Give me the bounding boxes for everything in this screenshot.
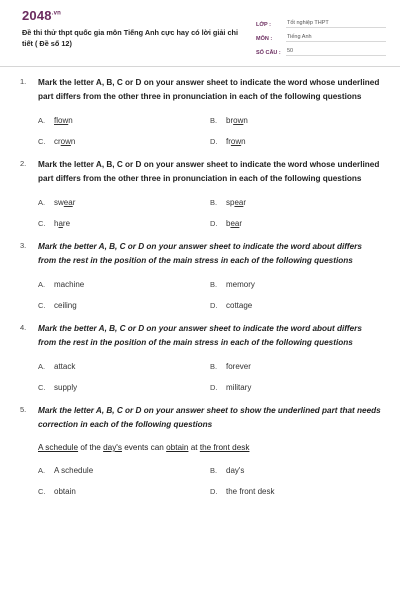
option-text-post: r <box>239 219 243 228</box>
question-number: 3. <box>20 241 27 250</box>
option-text-pre: forever <box>226 362 251 371</box>
option-text <box>54 466 93 475</box>
meta-info <box>256 14 386 66</box>
answer-option[interactable] <box>210 487 382 496</box>
option-letter: B. <box>210 362 218 371</box>
option-underlined: ea <box>63 198 73 207</box>
option-letter: B. <box>210 116 218 125</box>
option-text-pre: military <box>226 383 252 392</box>
answer-option[interactable] <box>210 362 382 371</box>
meta-label-subject: MÔN : <box>256 36 273 42</box>
question-text: Mark the better A, B, C or D on your answer sheet to indicate the word about differs from the rest in the position of the main stress in each of the following questions <box>38 324 362 347</box>
option-text <box>54 301 77 310</box>
answer-option[interactable] <box>38 219 210 228</box>
answer-option[interactable] <box>210 219 382 228</box>
sentence-text: at <box>188 443 200 452</box>
option-letter: A. <box>38 198 46 207</box>
option-text-pre: cr <box>54 137 61 146</box>
option-text <box>54 137 75 146</box>
question-header <box>20 322 382 350</box>
option-text <box>54 280 84 289</box>
option-text-post: r <box>243 198 247 207</box>
question-text: Mark the letter A, B, C or D on your answer sheet to show the underlined part that needs correction in each of the following questions <box>38 406 381 429</box>
answer-option[interactable] <box>38 362 210 371</box>
option-text <box>54 362 75 371</box>
option-text <box>226 219 242 228</box>
option-letter: B. <box>210 198 218 207</box>
question-header <box>20 240 382 268</box>
document-title: Đề thi thử thpt quốc gia môn Tiếng Anh cực hay có lời giải chi tiết ( Đề số 12) <box>22 28 239 48</box>
option-letter: B. <box>210 466 218 475</box>
sentence-text: of the <box>78 443 104 452</box>
answer-option[interactable] <box>38 383 210 392</box>
option-letter: C. <box>38 137 46 146</box>
meta-value-subject: Tiếng Anh <box>286 34 386 42</box>
question-text: Mark the letter A, B, C or D on your answer sheet to indicate the word whose underlined part differs from the other three in pronunciation in each of the following questions <box>38 160 380 183</box>
option-text-pre: obtain <box>54 487 76 496</box>
logo-suffix: .vn <box>51 10 62 17</box>
answer-options <box>38 198 382 228</box>
question-block <box>20 240 382 310</box>
answer-option[interactable] <box>210 383 382 392</box>
header-divider <box>0 66 400 67</box>
option-letter: D. <box>210 487 218 496</box>
question-sentence <box>38 442 382 454</box>
option-text <box>54 219 70 228</box>
answer-options <box>38 362 382 392</box>
option-underlined: ow <box>233 116 244 125</box>
option-text-post: r <box>72 198 76 207</box>
option-text <box>226 301 252 310</box>
option-text-post: n <box>68 116 73 125</box>
option-letter: C. <box>38 219 46 228</box>
meta-value-count: 50 <box>286 48 386 56</box>
option-letter: B. <box>210 280 218 289</box>
option-text-pre: ceiling <box>54 301 77 310</box>
answer-option[interactable] <box>38 301 210 310</box>
option-text-pre: attack <box>54 362 76 371</box>
option-underlined: ea <box>234 198 244 207</box>
option-letter: D. <box>210 137 218 146</box>
answer-option[interactable] <box>38 466 210 475</box>
option-underlined: ea <box>230 219 240 228</box>
option-underlined: ow <box>60 137 71 146</box>
option-text-pre: h <box>54 219 59 228</box>
meta-label-count: SỐ CÂU : <box>256 50 281 56</box>
question-header <box>20 404 382 432</box>
option-text-post: n <box>243 116 248 125</box>
question-block <box>20 76 382 146</box>
answer-option[interactable] <box>38 137 210 146</box>
option-underlined: a <box>58 219 63 228</box>
option-underlined: flow <box>54 116 69 125</box>
question-number: 2. <box>20 159 27 168</box>
option-text-pre: A schedule <box>54 466 94 475</box>
question-list <box>0 76 400 508</box>
option-underlined: ow <box>230 137 242 146</box>
option-text <box>226 137 246 146</box>
option-letter: D. <box>210 383 218 392</box>
option-letter: D. <box>210 219 218 228</box>
answer-option[interactable] <box>210 198 382 207</box>
option-text-pre: supply <box>54 383 78 392</box>
question-number: 1. <box>20 77 27 86</box>
option-text <box>54 383 77 392</box>
option-text <box>226 466 244 475</box>
answer-option[interactable] <box>210 301 382 310</box>
option-text-post: re <box>62 219 71 228</box>
answer-option[interactable] <box>210 116 382 125</box>
option-text-post: n <box>241 137 246 146</box>
answer-options <box>38 280 382 310</box>
option-letter: C. <box>38 487 46 496</box>
option-text-pre: memory <box>226 280 255 289</box>
option-text <box>54 487 76 496</box>
answer-options <box>38 116 382 146</box>
option-text <box>226 362 251 371</box>
option-text <box>226 280 255 289</box>
answer-options <box>38 466 382 496</box>
option-text <box>54 198 75 207</box>
option-text <box>226 116 248 125</box>
question-number: 5. <box>20 405 27 414</box>
meta-row-subject <box>256 28 386 42</box>
option-text <box>226 487 274 496</box>
header-left <box>22 8 247 66</box>
question-number: 4. <box>20 323 27 332</box>
option-text-post: n <box>70 137 76 146</box>
question-header <box>20 158 382 186</box>
answer-option[interactable] <box>38 487 210 496</box>
answer-option[interactable] <box>38 198 210 207</box>
option-text-pre: sw <box>54 198 64 207</box>
option-letter: A. <box>38 362 46 371</box>
site-logo[interactable] <box>22 8 247 23</box>
question-header <box>20 76 382 104</box>
question-block <box>20 404 382 496</box>
option-text <box>226 383 251 392</box>
option-text-pre: machine <box>54 280 85 289</box>
page-header <box>0 0 400 66</box>
answer-option[interactable] <box>38 280 210 289</box>
sentence-text: events can <box>121 443 167 452</box>
option-text-pre: cottage <box>226 301 253 310</box>
question-text: Mark the letter A, B, C or D on your answer sheet to indicate the word whose underlined part differs from the other three in pronunciation in each of the following questions <box>38 78 380 101</box>
option-letter: A. <box>38 466 46 475</box>
question-block <box>20 322 382 392</box>
question-text: Mark the better A, B, C or D on your answer sheet to indicate the word about differs from the rest in the position of the main stress in each of the following questions <box>38 242 362 265</box>
answer-option[interactable] <box>38 116 210 125</box>
option-text-pre: b <box>226 219 231 228</box>
question-block <box>20 158 382 228</box>
logo-text: 2048 <box>22 8 52 23</box>
underlined-part: obtain <box>166 443 189 452</box>
meta-row-count <box>256 42 386 56</box>
meta-value-class: Tốt nghiệp THPT <box>286 20 386 28</box>
answer-option[interactable] <box>210 137 382 146</box>
option-letter: A. <box>38 116 46 125</box>
underlined-part: A schedule <box>38 443 79 452</box>
option-text <box>54 116 73 125</box>
option-text-pre: fr <box>226 137 231 146</box>
option-text-pre: br <box>226 116 234 125</box>
option-letter: C. <box>38 301 46 310</box>
meta-label-class: LỚP : <box>256 22 271 28</box>
answer-option[interactable] <box>210 280 382 289</box>
underlined-part: the front desk <box>199 443 250 452</box>
option-letter: D. <box>210 301 218 310</box>
option-text-pre: sp <box>226 198 235 207</box>
meta-row-class <box>256 14 386 28</box>
option-text-pre: the front desk <box>226 487 275 496</box>
option-letter: C. <box>38 383 46 392</box>
option-text <box>226 198 246 207</box>
answer-option[interactable] <box>210 466 382 475</box>
underlined-part: day's <box>103 443 122 452</box>
option-text-pre: day's <box>226 466 245 475</box>
option-letter: A. <box>38 280 46 289</box>
